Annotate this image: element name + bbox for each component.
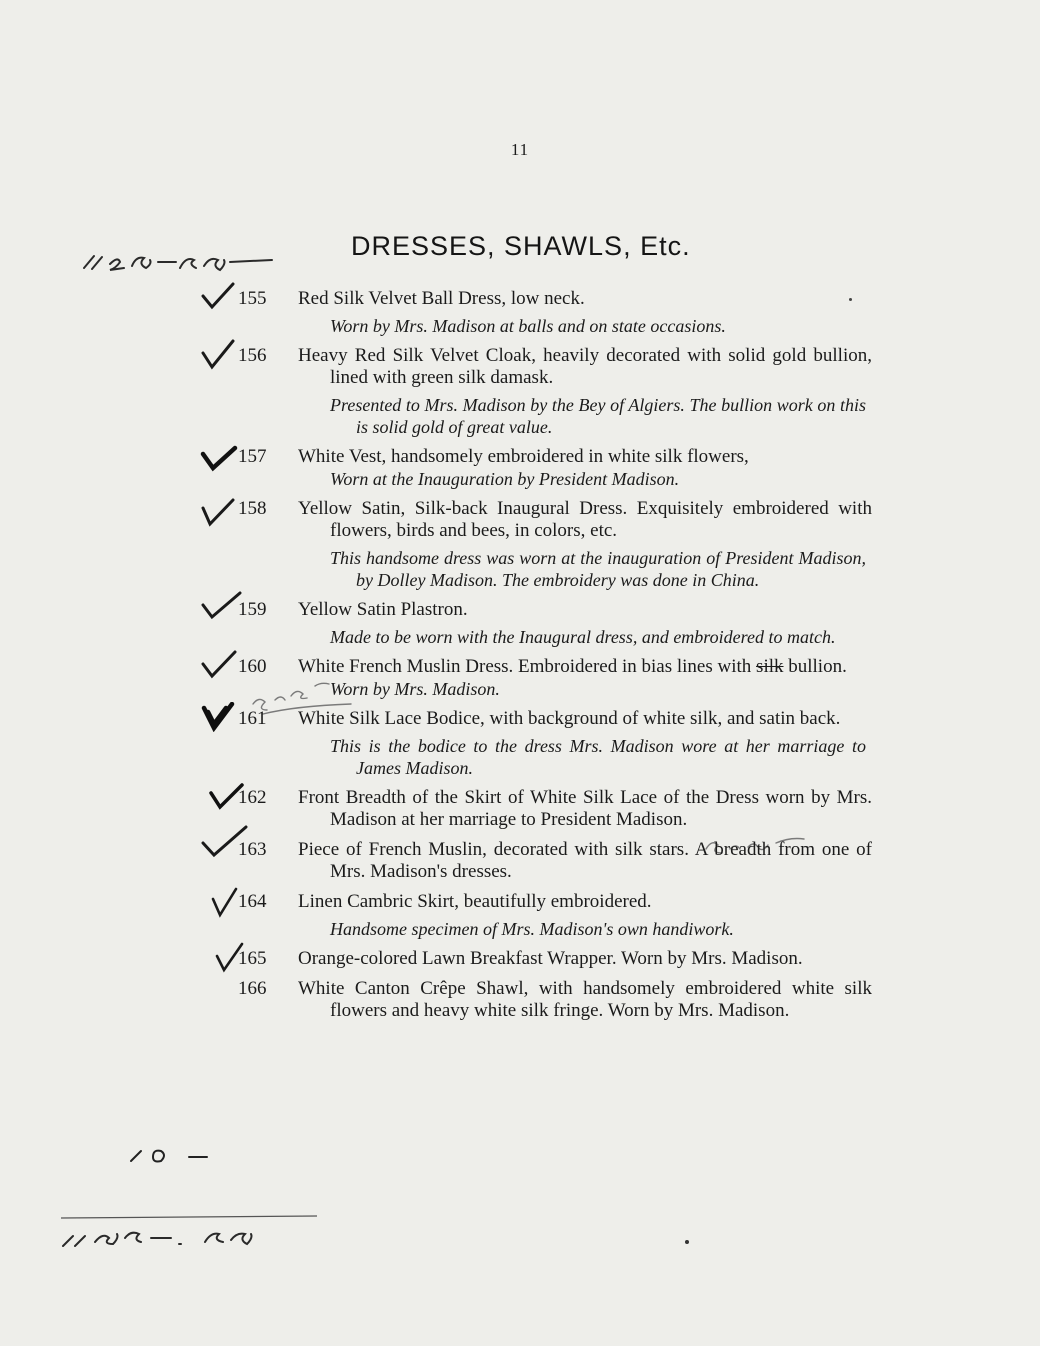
entry-note: Worn by Mrs. Madison. [330,679,500,699]
entry-number: 161 [238,708,267,729]
entry-165 [0,948,1040,970]
checkmark-icon [200,591,242,621]
entry-description: White Canton Crêpe Shawl, with handsomely embroidered white silk flowers and heavy white silk fringe. Worn by Mrs. Madison. [298,978,872,1021]
entry-number: 158 [238,498,267,519]
description-part: bullion. [783,656,847,677]
entry-159 [0,599,1040,648]
entry-description: Linen Cambric Skirt, beautifully embroidered. [298,891,652,912]
checkmark-icon [200,339,236,371]
description-part: White French Muslin Dress. Embroidered in bias lines with [298,656,757,677]
entry-description [298,656,872,678]
checkmark-icon [210,887,238,919]
entry-description: Heavy Red Silk Velvet Cloak, heavily decorated with solid gold bullion, lined with green silk damask. [298,345,872,388]
entry-note: This handsome dress was worn at the inauguration of President Madison, by Dolley Madison. The embroidery was done in China. [330,548,866,590]
entry-description: Front Breadth of the Skirt of White Silk Lace of the Dress worn by Mrs. Madison at her marriage to President Madison. [298,787,872,830]
checkmark-icon [200,282,236,310]
checkmark-icon [200,496,236,528]
entry-156 [0,345,1040,438]
entry-note: Presented to Mrs. Madison by the Bey of Algiers. The bullion work on this is solid gold of great value. [330,395,866,437]
entry-number: 156 [238,345,267,366]
entry-description: Orange-colored Lawn Breakfast Wrapper. Worn by Mrs. Madison. [298,948,803,969]
entry-note: Made to be worn with the Inaugural dress, and embroidered to match. [330,627,836,647]
entry-164 [0,891,1040,940]
handwritten-margin-166 [125,1143,245,1167]
entry-161 [0,708,1040,779]
print-dot [685,1240,689,1244]
entry-number: 162 [238,787,267,808]
entry-description: Red Silk Velvet Ball Dress, low neck. [298,288,585,309]
entry-163 [0,839,1040,883]
entry-description: Yellow Satin, Silk-back Inaugural Dress. Exquisitely embroidered with flowers, birds and bees, in colors, etc. [298,498,872,541]
entry-number: 165 [238,948,267,969]
entry-note: Worn at the Inauguration by President Madison. [330,469,680,489]
entry-number: 163 [238,839,267,860]
entry-162 [0,787,1040,831]
entry-number: 159 [238,599,267,620]
entry-description: White Silk Lace Bodice, with background of white silk, and satin back. [298,708,841,729]
entry-155 [0,288,1040,337]
entry-number: 157 [238,446,267,467]
page-number: 11 [510,140,530,159]
entry-note: Handsome specimen of Mrs. Madison's own handiwork. [330,919,734,939]
section-title: DRESSES, SHAWLS, Etc. [351,231,691,261]
entry-number: 160 [238,656,267,677]
checkmark-icon [200,702,236,732]
entry-note: Worn by Mrs. Madison at balls and on state occasions. [330,316,726,336]
entry-description: Piece of French Muslin, decorated with silk stars. A breadth from one of Mrs. Madison's dresses. [298,839,872,882]
entry-157 [0,446,1040,490]
entry-166 [0,978,1040,1022]
handwritten-total-bottom [55,1212,325,1252]
struck-word: silk [756,656,784,677]
entry-list [0,288,1040,1030]
entry-number: 166 [238,978,267,999]
entry-160 [0,656,1040,700]
entry-number: 164 [238,891,267,912]
entry-number: 155 [238,288,267,309]
print-dot [849,298,852,301]
handwritten-total-top [80,242,275,278]
checkmark-icon [200,444,238,472]
checkmark-icon [200,650,238,680]
entry-description: Yellow Satin Plastron. [298,599,468,620]
entry-158 [0,498,1040,591]
entry-note: This is the bodice to the dress Mrs. Madison wore at her marriage to James Madison. [330,736,866,778]
entry-description: White Vest, handsomely embroidered in white silk flowers, [298,446,749,467]
